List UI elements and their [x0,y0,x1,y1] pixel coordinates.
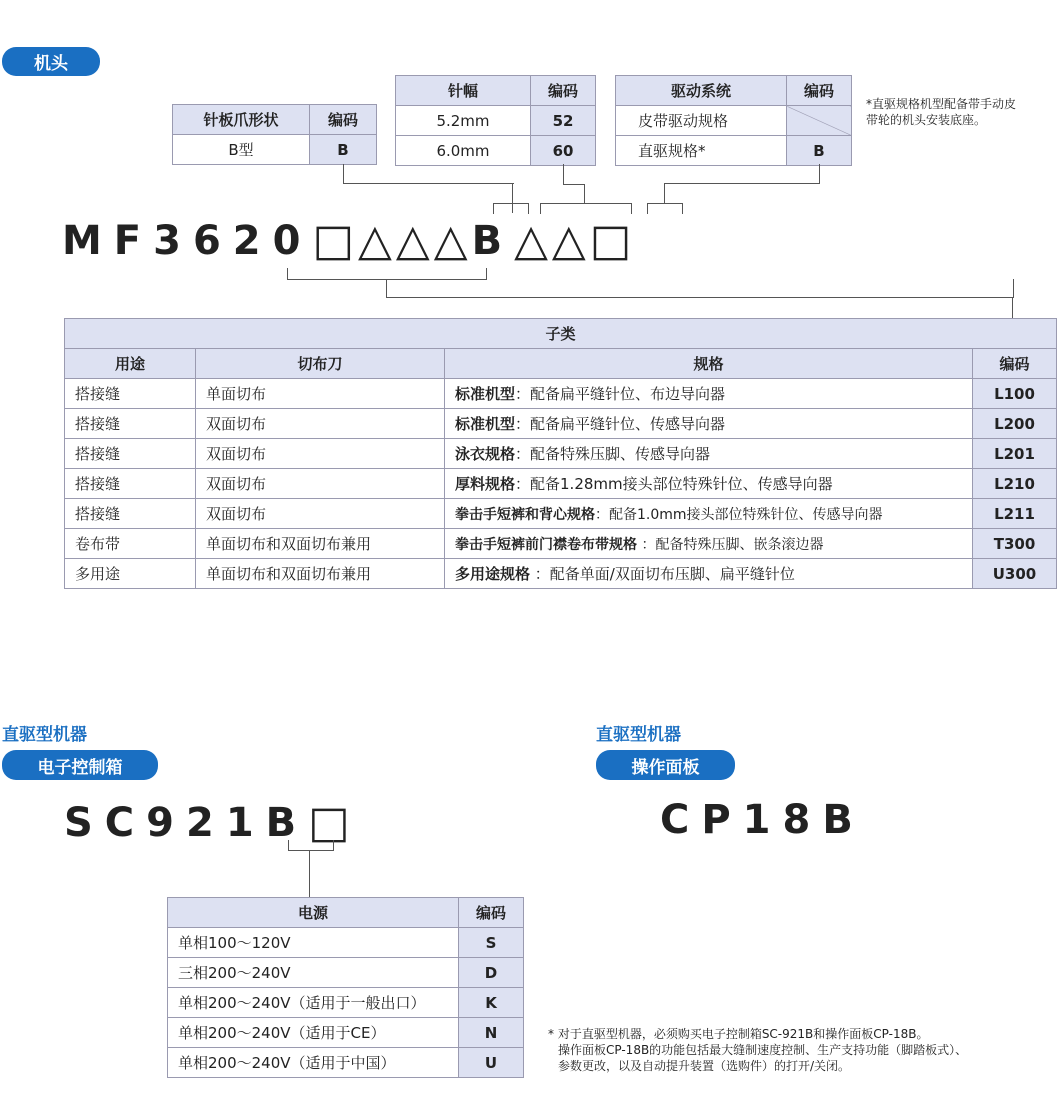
model-prefix: MF3620 [62,217,313,264]
section-label-text: 机头 [34,54,68,74]
table-cell: 皮带驱动规格 [616,106,787,136]
table-header: 针板爪形状 [173,105,310,135]
spec-bold: 标准机型 [455,385,516,403]
spec-cell [445,409,973,439]
connector-line [664,164,820,184]
table-header: 编码 [531,76,596,106]
code-cell: L210 [973,469,1057,499]
code-cell: L201 [973,439,1057,469]
table-title: 子类 [65,319,1057,349]
table-header: 针幅 [396,76,531,106]
use-cell: 搭接缝 [65,469,196,499]
table-header: 编码 [310,105,377,135]
use-cell: 搭接缝 [65,439,196,469]
triangle-symbol: △ [514,215,552,266]
table-cell: B型 [173,135,310,165]
code-cell: B [310,135,377,165]
control-box-model-prefix: SC921B [64,799,309,846]
box-symbol: □ [589,215,636,266]
control-box-heading: 直驱型机器 [2,725,87,745]
cutter-cell: 单面切布和双面切布兼用 [196,559,445,589]
code-cell: U [459,1048,524,1078]
code-cell: L200 [973,409,1057,439]
connector-line [563,164,585,185]
box-symbol: □ [312,215,359,266]
table-header: 编码 [787,76,852,106]
bracket-line [493,203,529,214]
table-row [65,439,1057,469]
spec-rest: ：配备扁平缝针位、传感导向器 [515,415,726,433]
spec-bold: 拳击手短裤前门襟卷布带规格 [455,536,637,553]
bracket-line [288,840,334,851]
model-mid-letter: B [471,217,515,264]
spec-bold: 标准机型 [455,415,516,433]
control-box-label [2,750,158,780]
cutter-cell: 单面切布 [196,379,445,409]
operation-panel-heading: 直驱型机器 [596,725,681,745]
table-row [65,499,1057,529]
triangle-symbol: △ [358,215,396,266]
power-cell: 单相100～120V [168,928,459,958]
use-cell: 卷布带 [65,529,196,559]
table-row [168,928,524,958]
connector-line [584,184,585,203]
table-cell: 直驱规格* [616,136,787,166]
triangle-symbol: △ [395,215,434,266]
table-row [65,469,1057,499]
code-cell: L100 [973,379,1057,409]
table-row [168,958,524,988]
table-row [168,1048,524,1078]
power-cell: 单相200～240V（适用于中国） [168,1048,459,1078]
table-row [65,529,1057,559]
code-cell: L211 [973,499,1057,529]
code-cell: K [459,988,524,1018]
table-row [65,379,1057,409]
spec-bold: 厚料规格 [455,475,516,493]
bracket-line [540,203,632,214]
power-cell: 单相200～240V（适用于一般出口） [168,988,459,1018]
footnote-line: * 对于直驱型机器，必须购买电子控制箱SC-921B和操作面板CP-18B。 [548,1027,929,1041]
code-cell-empty [787,106,852,136]
bracket-line [647,203,683,214]
use-cell: 搭接缝 [65,409,196,439]
footnote-line: 参数更改，以及自动提升装置（选购件）的打开/关闭。 [558,1059,851,1073]
drive-system-table [615,75,852,166]
table-cell: 5.2mm [396,106,531,136]
model-code [62,215,635,266]
subclass-table [64,318,1057,589]
code-cell: S [459,928,524,958]
connector-line [386,279,1014,298]
spec-bold: 多用途规格 [455,565,531,583]
cutter-cell: 双面切布 [196,499,445,529]
footnote-line: 操作面板CP-18B的功能包括最大缝制速度控制、生产支持功能（脚踏板式）、 [558,1043,968,1057]
table-header: 驱动系统 [616,76,787,106]
operation-panel-label-text: 操作面板 [631,757,700,778]
spec-rest: ：配备1.28mm接头部位特殊针位、传感导向器 [515,475,833,493]
table-header: 切布刀 [196,349,445,379]
section-label-head [2,47,100,76]
spec-rest: ：配备单面/双面切布压脚、扁平缝针位 [530,565,795,583]
cutter-cell: 单面切布和双面切布兼用 [196,529,445,559]
table-row [168,988,524,1018]
spec-cell [445,439,973,469]
code-cell: U300 [973,559,1057,589]
connector-line [309,850,310,897]
power-cell: 单相200～240V（适用于CE） [168,1018,459,1048]
power-cell: 三相200～240V [168,958,459,988]
code-cell: B [787,136,852,166]
table-header: 电源 [168,898,459,928]
spec-cell [445,529,973,559]
needle-plate-table [172,104,377,165]
code-cell: N [459,1018,524,1048]
code-cell: 52 [531,106,596,136]
connector-line [343,164,514,184]
spec-rest: ：配备1.0mm接头部位特殊针位、传感导向器 [595,506,883,523]
table-cell: 6.0mm [396,136,531,166]
table-row [168,1018,524,1048]
table-row [65,409,1057,439]
table-header: 规格 [445,349,973,379]
needle-gauge-table [395,75,596,166]
spec-rest: ：配备扁平缝针位、布边导向器 [515,385,726,403]
use-cell: 搭接缝 [65,379,196,409]
cutter-cell: 双面切布 [196,439,445,469]
power-supply-table [167,897,524,1078]
spec-bold: 泳衣规格 [455,445,516,463]
table-header: 用途 [65,349,196,379]
connector-line [664,183,665,203]
cutter-cell: 双面切布 [196,409,445,439]
spec-rest: ：配备特殊压脚、嵌条滚边器 [637,536,824,553]
triangle-symbol: △ [551,215,590,266]
spec-cell [445,499,973,529]
triangle-symbol: △ [433,215,472,266]
drive-note: *直驱规格机型配备带手动皮带轮的机头安装底座。 [866,97,1017,127]
operation-panel-model: CP18B [660,797,865,843]
spec-cell [445,379,973,409]
spec-bold: 拳击手短裤和背心规格 [455,506,595,523]
spec-rest: ：配备特殊压脚、传感导向器 [515,445,711,463]
footnote [548,1026,1048,1074]
code-cell: 60 [531,136,596,166]
control-box-label-text: 电子控制箱 [37,757,123,778]
box-symbol: □ [308,797,362,848]
connector-line [1012,297,1013,318]
code-cell: T300 [973,529,1057,559]
spec-cell [445,469,973,499]
cutter-cell: 双面切布 [196,469,445,499]
table-row [65,559,1057,589]
use-cell: 搭接缝 [65,499,196,529]
use-cell: 多用途 [65,559,196,589]
operation-panel-label [596,750,735,780]
spec-cell [445,559,973,589]
table-header: 编码 [459,898,524,928]
table-header: 编码 [973,349,1057,379]
code-cell: D [459,958,524,988]
